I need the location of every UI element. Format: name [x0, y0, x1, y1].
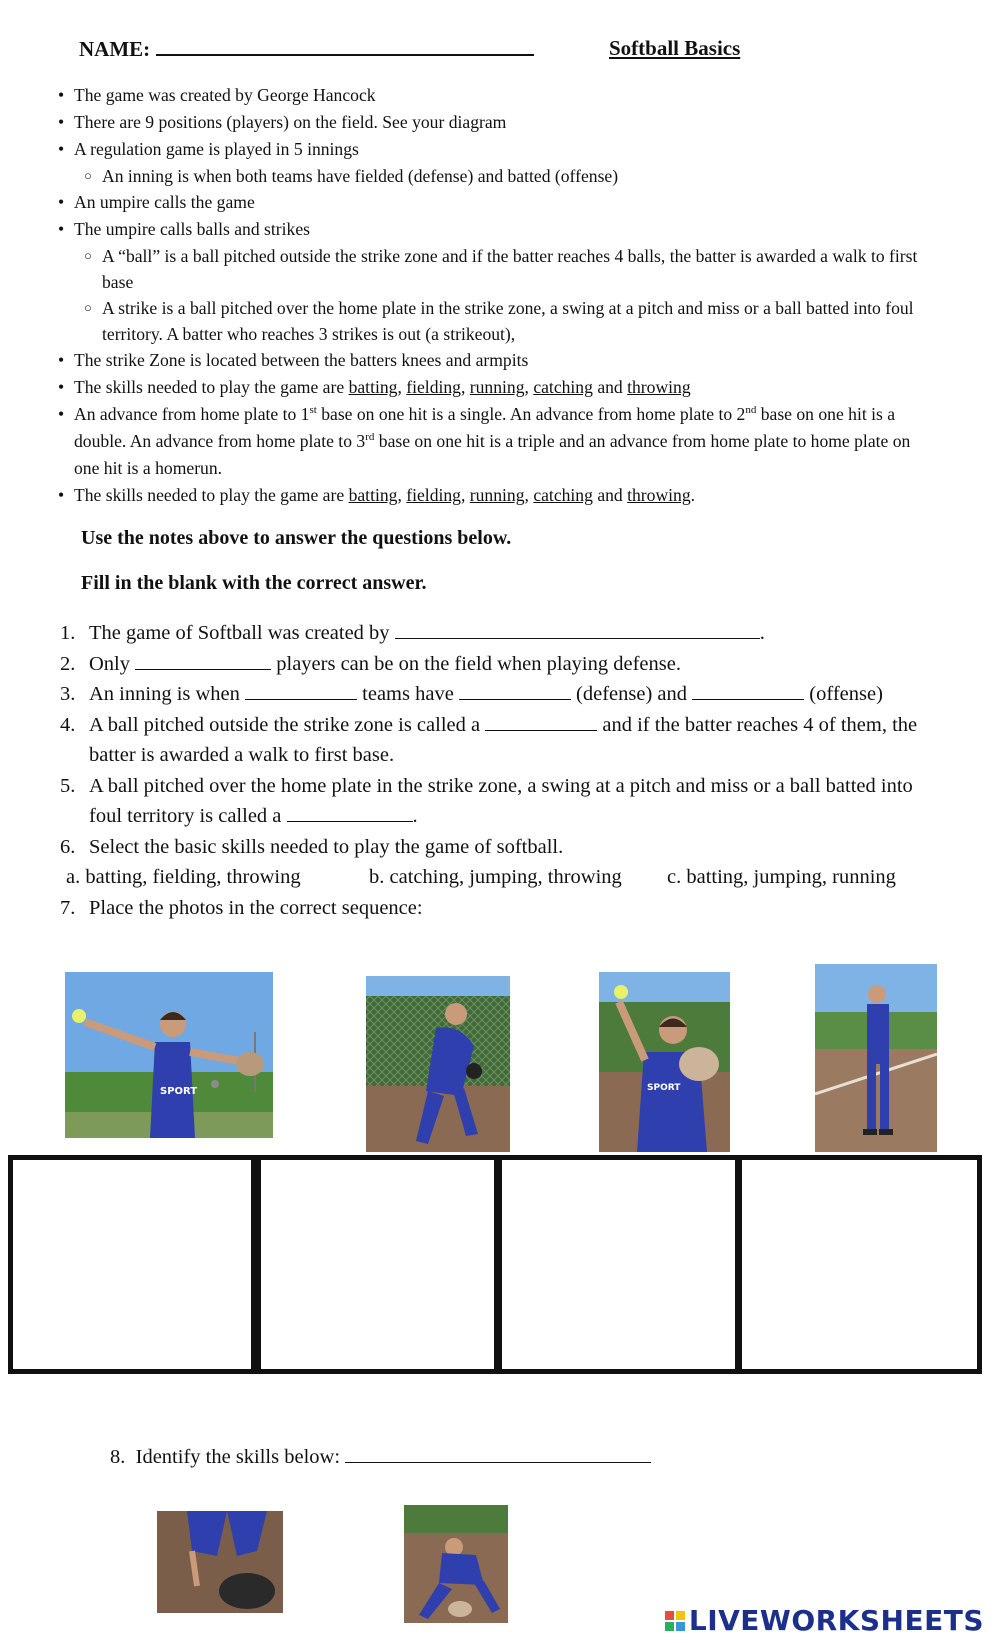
q3-blank-3[interactable]	[692, 682, 804, 700]
sequence-box-4[interactable]	[737, 1155, 982, 1374]
photo-pitch-stance[interactable]	[815, 964, 937, 1152]
q5-answer-blank[interactable]	[287, 804, 413, 822]
question-6: 6. Select the basic skills needed to play the game of softball.	[60, 835, 564, 858]
note-creator: • The game was created by George Hancock	[56, 82, 936, 109]
q3-blank-2[interactable]	[459, 682, 571, 700]
q1-answer-blank[interactable]	[395, 621, 760, 639]
note-ball-definition: ○ A “ball” is a ball pitched outside the strike zone and if the batter reaches 4 balls, the batter is awarded a walk to first base	[56, 243, 936, 295]
sequence-box-1[interactable]	[8, 1155, 256, 1374]
q6-option-c[interactable]: c. batting, jumping, running	[667, 866, 896, 888]
sequence-box-3[interactable]	[497, 1155, 740, 1374]
question-5: 5. A ball pitched over the home plate in the strike zone, a swing at a pitch and miss or a ball batted into foul territory is called a .	[60, 774, 913, 827]
note-hits: • An advance from home plate to 1st base on one hit is a single. An advance from home plate to 2nd base on one hit is a double. An advance from home plate to 3rd base on one hit is a triple and an advance from home plate to home plate on one hit is a homerun.	[56, 401, 936, 482]
question-7: 7. Place the photos in the correct sequence:	[60, 896, 423, 919]
photo-pitch-stance-image	[815, 964, 937, 1152]
q2-answer-blank[interactable]	[135, 652, 271, 670]
notes-list	[56, 82, 936, 509]
photo-pitch-release[interactable]	[599, 972, 730, 1152]
q4-answer-blank[interactable]	[485, 713, 597, 731]
q8-answer-blank[interactable]	[345, 1445, 651, 1463]
brand-logo-text: LIVEWORKSHEETS	[688, 1604, 984, 1637]
name-label: NAME:	[79, 37, 151, 61]
note-strike-zone: • The strike Zone is located between the batters knees and armpits	[56, 347, 936, 374]
question-8: 8. Identify the skills below:	[110, 1445, 651, 1469]
questions-list	[56, 618, 946, 923]
note-positions: • There are 9 positions (players) on the field. See your diagram	[56, 109, 936, 136]
photo-fielding-2[interactable]	[404, 1505, 508, 1623]
instruction-fill-blank: Fill in the blank with the correct answer.	[81, 572, 427, 594]
q6-option-b[interactable]: b. catching, jumping, throwing	[369, 866, 622, 888]
photo-pitch-windup-image	[65, 972, 273, 1138]
svg-text:SPORT: SPORT	[160, 1086, 198, 1097]
question-3: 3. An inning is when teams have (defense) and (offense)	[60, 683, 883, 705]
note-strike-definition: ○ A strike is a ball pitched over the home plate in the strike zone, a swing at a pitch and miss or a ball batted into foul territory. A batter who reaches 3 strikes is out (a strikeout),	[56, 295, 936, 347]
note-balls-strikes: • The umpire calls balls and strikes	[56, 216, 936, 243]
question-2: 2. Only players can be on the field when playing defense.	[60, 652, 681, 675]
q3-blank-1[interactable]	[245, 682, 357, 700]
note-innings: • A regulation game is played in 5 innings	[56, 136, 936, 163]
question-4: 4. A ball pitched outside the strike zone is called a and if the batter reaches 4 of them, the batter is awarded a walk to first base.	[60, 713, 918, 766]
q6-options	[56, 862, 946, 893]
name-row	[79, 36, 534, 62]
note-skills: • The skills needed to play the game are batting, fielding, running, catching and throwing	[56, 374, 936, 401]
svg-text:SPORT: SPORT	[647, 1083, 681, 1093]
photo-fielding-1-image	[157, 1511, 283, 1613]
name-input-line[interactable]	[156, 36, 534, 56]
photo-pitch-release-image	[599, 972, 730, 1152]
page-title: Softball Basics	[609, 36, 741, 60]
q6-option-a[interactable]: a. batting, fielding, throwing	[66, 866, 301, 888]
photo-pitch-crouch-image	[366, 976, 510, 1152]
note-umpire: • An umpire calls the game	[56, 189, 936, 216]
question-1: 1. The game of Softball was created by .	[60, 622, 765, 644]
brand-logo-icon	[665, 1611, 685, 1631]
brand-logo[interactable]	[665, 1604, 984, 1637]
photo-fielding-1[interactable]	[157, 1511, 283, 1613]
note-inning-definition: ○ An inning is when both teams have fielded (defense) and batted (offense)	[56, 163, 936, 189]
photo-pitch-windup[interactable]	[65, 972, 273, 1138]
photo-pitch-crouch[interactable]	[366, 976, 510, 1152]
instruction-use-notes: Use the notes above to answer the questions below.	[81, 527, 512, 549]
photo-fielding-2-image	[404, 1505, 508, 1623]
sequence-box-2[interactable]	[256, 1155, 499, 1374]
note-skills-repeat: • The skills needed to play the game are batting, fielding, running, catching and throwing.	[56, 482, 936, 509]
